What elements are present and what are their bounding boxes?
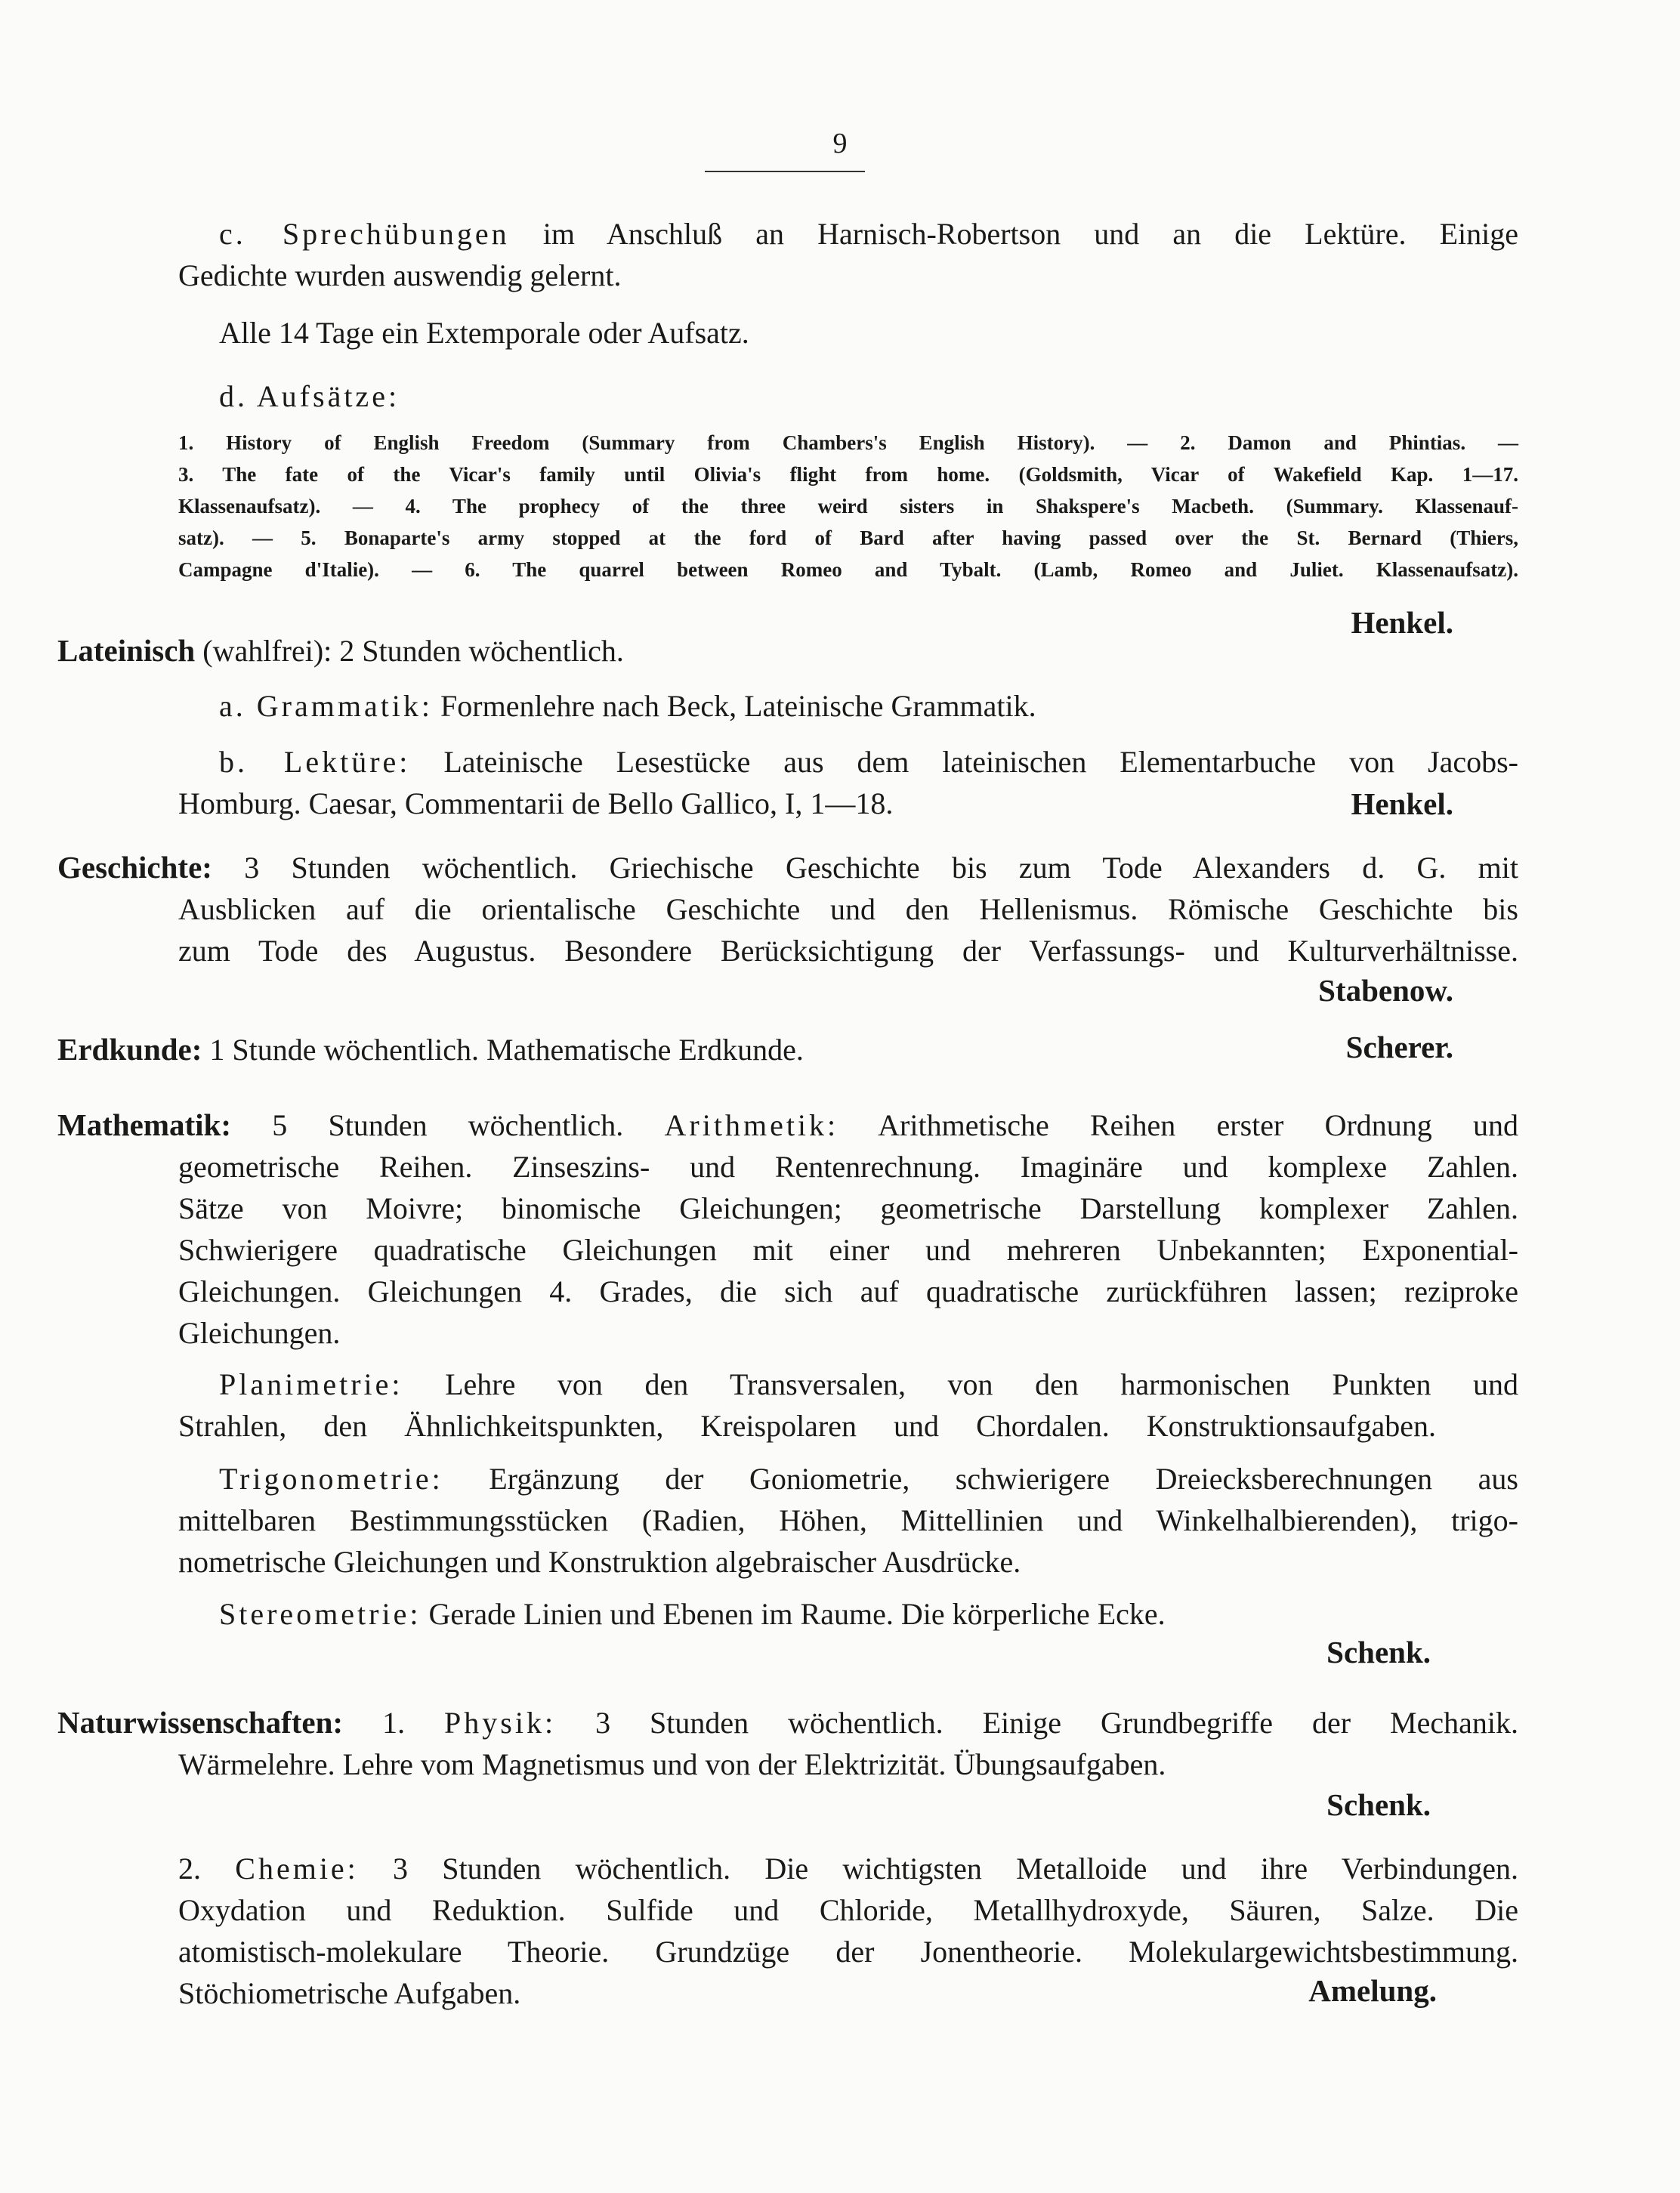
trigonometrie-line2: mittelbaren Bestimmungsstücken (Radien, Höhen, Mittellinien und Winkelhalbierenden), trigo- <box>178 1503 1518 1537</box>
erdkunde-heading: Erdkunde: <box>57 1032 202 1067</box>
trigonometrie-label: Trigonometrie: <box>219 1462 443 1496</box>
physik-label: Physik: <box>444 1706 557 1740</box>
latein-line1 <box>57 630 624 672</box>
natur-line1 <box>57 1702 1518 1744</box>
planimetrie-text-1: Lehre von den Transversalen, von den harmonischen Punkten und <box>403 1367 1518 1401</box>
latein-b-line1 <box>219 741 1518 783</box>
latein-intro: (wahlfrei): 2 Stunden wöchentlich. <box>195 634 624 668</box>
erdkunde-text: 1 Stunde wöchentlich. Mathematische Erdkunde. <box>202 1033 804 1067</box>
geschichte-heading: Geschichte: <box>57 850 212 885</box>
natur-heading: Naturwissenschaften: <box>57 1705 344 1740</box>
arithmetik-line-6: Gleichungen. <box>178 1316 341 1350</box>
planimetrie-line2: Strahlen, den Ähnlichkeitspunkten, Kreispolaren und Chordalen. Konstruktionsaufgaben. <box>178 1409 1436 1443</box>
chemie-number: 2. <box>178 1852 236 1886</box>
english-d-label: d. Aufsätze: <box>219 379 400 413</box>
arithmetik-text-1: Arithmetische Reihen erster Ordnung und <box>838 1108 1518 1142</box>
latein-a-text: Formenlehre nach Beck, Lateinische Grammatik. <box>433 689 1036 723</box>
planimetrie-label: Planimetrie: <box>219 1367 403 1401</box>
english-extemporale: Alle 14 Tage ein Extemporale oder Aufsatz. <box>219 316 749 350</box>
latein-b-label: b. Lektüre: <box>219 745 411 779</box>
arithmetik-label: Arithmetik: <box>664 1108 839 1142</box>
page-number: 9 <box>832 128 848 159</box>
teacher-amelung: Amelung. <box>1308 1973 1437 2008</box>
chemie-line2: Oxydation und Reduktion. Sulfide und Chloride, Metallhydroxyde, Säuren, Salze. Die <box>178 1893 1518 1927</box>
teacher-henkel-latein: Henkel. <box>1351 786 1453 821</box>
latein-heading: Lateinisch <box>57 633 196 668</box>
erdkunde-line <box>57 1029 804 1070</box>
mathematik-line1 <box>57 1104 1518 1146</box>
latein-a-label: a. Grammatik: <box>219 689 434 723</box>
essay-line-5: Campagne d'Italie). — 6. The quarrel between Romeo and Tybalt. (Lamb, Romeo and Juliet. Klassenaufsatz). <box>178 558 1518 581</box>
trigonometrie-line3: nometrische Gleichungen und Konstruktion algebraischer Ausdrücke. <box>178 1545 1021 1579</box>
geschichte-line3: zum Tode des Augustus. Besondere Berücksichtigung der Verfassungs- und Kulturverhältnisse. <box>178 934 1518 968</box>
page-number-rule <box>705 171 865 172</box>
essay-line-2: 3. The fate of the Vicar's family until Olivia's flight from home. (Goldsmith, Vicar of Wakefield Kap. 1—17. <box>178 463 1518 486</box>
teacher-schenk-physik: Schenk. <box>1326 1787 1431 1822</box>
arithmetik-line-5: Gleichungen. Gleichungen 4. Grades, die sich auf quadratische zurückführen lassen; reziproke <box>178 1274 1518 1308</box>
english-c-line1 <box>219 213 1518 255</box>
arithmetik-line-3: Sätze von Moivre; binomische Gleichungen; geometrische Darstellung komplexer Zahlen. <box>178 1191 1518 1225</box>
teacher-scherer: Scherer. <box>1345 1030 1453 1064</box>
arithmetik-line-2: geometrische Reihen. Zinseszins- und Rentenrechnung. Imaginäre und komplexe Zahlen. <box>178 1150 1518 1184</box>
chemie-label: Chemie: <box>235 1852 359 1886</box>
teacher-henkel-english: Henkel. <box>1351 605 1453 640</box>
latein-a <box>219 685 1036 727</box>
english-c-label: c. Sprechübungen <box>219 217 510 251</box>
chemie-line3: atomistisch-molekulare Theorie. Grundzüge der Jonentheorie. Molekulargewichtsbestimmung. <box>178 1935 1518 1969</box>
stereometrie-label: Stereometrie: <box>219 1597 422 1631</box>
latein-b-text: Lateinische Lesestücke aus dem lateinischen Elementarbuche von Jacobs- <box>410 745 1518 779</box>
trigonometrie-text-1: Ergänzung der Goniometrie, schwierigere Dreiecksberechnungen aus <box>443 1462 1518 1496</box>
arithmetik-line-4: Schwierigere quadratische Gleichungen mit einer und mehreren Unbekannten; Exponential- <box>178 1233 1518 1267</box>
english-c-text: im Anschluß an Harnisch-Robertson und an die Lektüre. Einige <box>509 217 1518 251</box>
chemie-line4: Stöchiometrische Aufgaben. <box>178 1976 521 2010</box>
trigonometrie-line1 <box>219 1458 1518 1500</box>
latein-b-line2: Homburg. Caesar, Commentarii de Bello Gallico, I, 1—18. <box>178 786 894 820</box>
geschichte-line2: Ausblicken auf die orientalische Geschichte und den Hellenismus. Römische Geschichte bis <box>178 892 1518 926</box>
essay-line-3: Klassenaufsatz). — 4. The prophecy of the three weird sisters in Shakspere's Macbeth. (Summary. Klassenauf- <box>178 495 1518 517</box>
physik-line2: Wärmelehre. Lehre vom Magnetismus und von der Elektrizität. Übungsaufgaben. <box>178 1747 1166 1781</box>
planimetrie-line1 <box>219 1364 1518 1405</box>
mathematik-hours: 5 Stunden wöchentlich. <box>231 1108 665 1142</box>
chemie-text-1: 3 Stunden wöchentlich. Die wichtigsten Metalloide und ihre Verbindungen. <box>358 1852 1518 1886</box>
physik-text-1: 3 Stunden wöchentlich. Einige Grundbegriffe der Mechanik. <box>556 1706 1518 1740</box>
essay-line-4: satz). — 5. Bonaparte's army stopped at the ford of Bard after having passed over the St. Bernard (Thiers, <box>178 527 1518 549</box>
physik-number: 1. <box>343 1706 445 1740</box>
chemie-line1 <box>178 1848 1518 1889</box>
geschichte-text-1: 3 Stunden wöchentlich. Griechische Geschichte bis zum Tode Alexanders d. G. mit <box>212 851 1518 885</box>
mathematik-heading: Mathematik: <box>57 1107 232 1142</box>
geschichte-line1 <box>57 847 1518 888</box>
stereometrie-text: Gerade Linien und Ebenen im Raume. Die körperliche Ecke. <box>421 1597 1166 1631</box>
teacher-schenk-math: Schenk. <box>1326 1635 1431 1669</box>
essay-line-1: 1. History of English Freedom (Summary from Chambers's English History). — 2. Damon and Phintias. — <box>178 431 1518 454</box>
stereometrie-line <box>219 1593 1166 1635</box>
english-c-line2: Gedichte wurden auswendig gelernt. <box>178 258 622 292</box>
teacher-stabenow: Stabenow. <box>1318 973 1453 1008</box>
